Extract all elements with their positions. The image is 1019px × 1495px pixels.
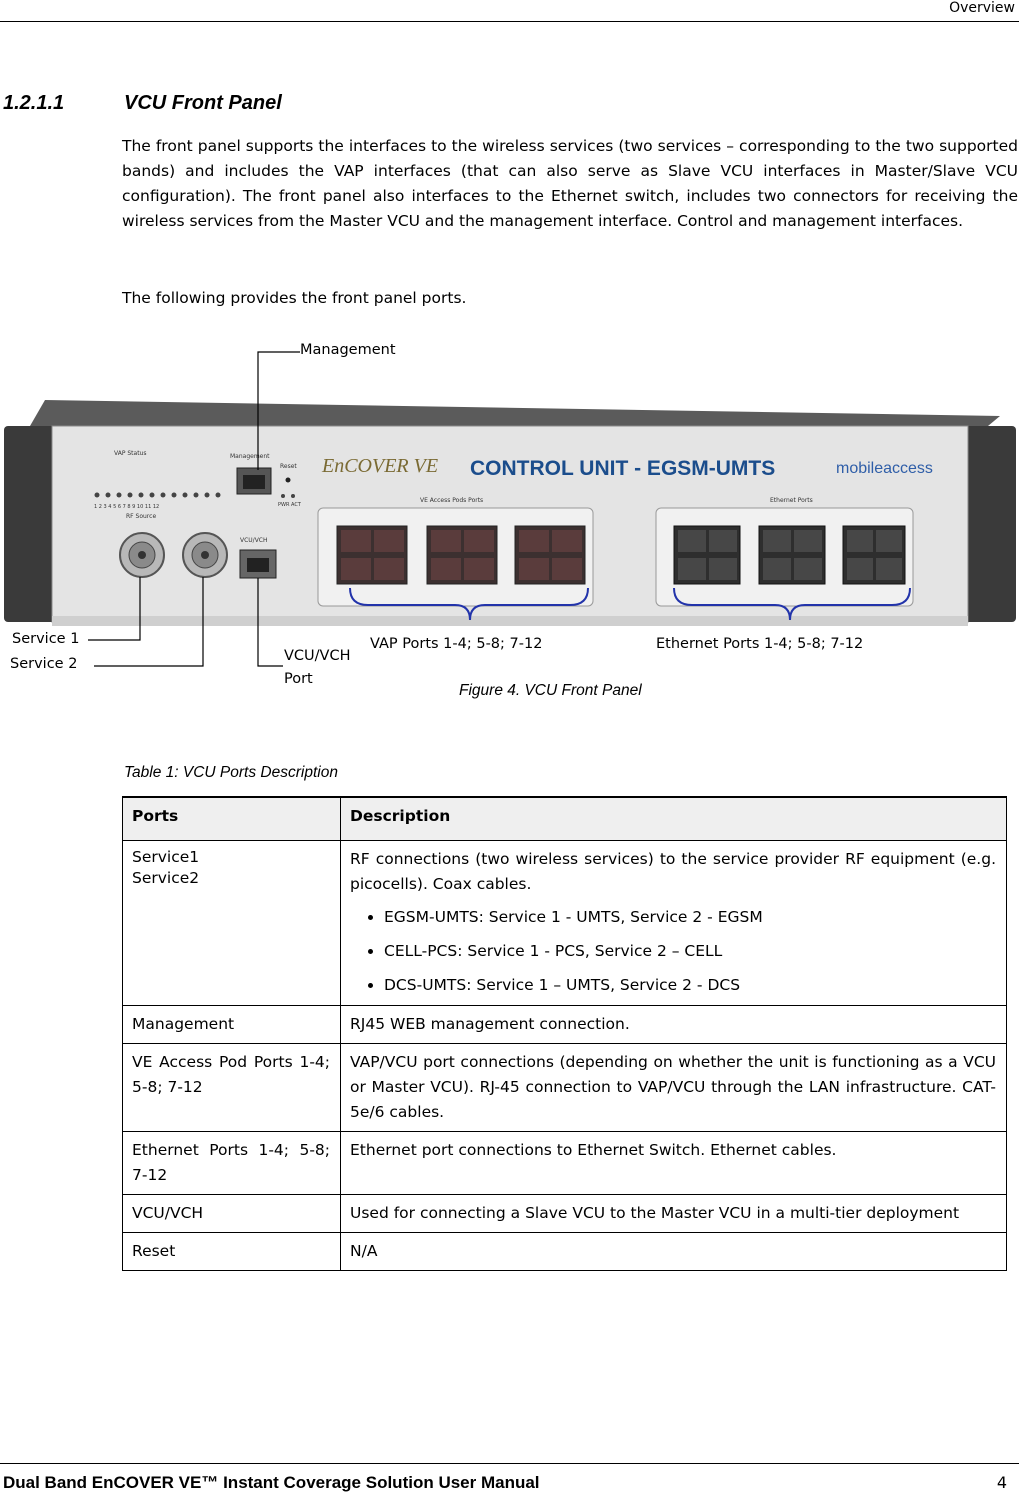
front-panel-figure xyxy=(0,330,1019,710)
vcu-vch-callout-port: Port xyxy=(284,671,313,687)
table-header-row xyxy=(123,797,1007,841)
right-rack-ear xyxy=(964,426,1016,622)
reset-label: Reset xyxy=(280,463,297,470)
service1-connector xyxy=(120,533,164,577)
page-number: 4 xyxy=(996,1473,1007,1492)
left-rack-ear xyxy=(4,426,56,622)
ports-intro-paragraph: The following provides the front panel ports. xyxy=(122,289,467,307)
vap-port-block-3 xyxy=(515,526,585,584)
list-item: • CELL-PCS: Service 1 - PCS, Service 2 – CELL xyxy=(384,937,996,965)
table-row xyxy=(123,1195,1007,1233)
list-item: • EGSM-UMTS: Service 1 - UMTS, Service 2 - EGSM xyxy=(384,903,996,931)
reset-description: N/A xyxy=(341,1233,1007,1271)
figure-caption: Figure 4. VCU Front Panel xyxy=(459,682,642,699)
management-description: RJ45 WEB management connection. xyxy=(341,1006,1007,1044)
ethernet-port-block-1 xyxy=(674,526,740,584)
footer-rule xyxy=(0,1463,1019,1464)
port-vcu-vch: VCU/VCH xyxy=(123,1195,341,1233)
port-reset: Reset xyxy=(123,1233,341,1271)
intro-paragraph: The front panel supports the interfaces to the wireless services (two services – corresponding to the two supported bands) and includes the VAP interfaces (that can also serve as Slave VCU interfaces in Master/Slave VCU configuration). The front panel also interfaces to the Ethernet switch, includes two connectors for receiving the wireless services from the Master VCU and the management interface. Control and management interfaces. xyxy=(122,137,1018,230)
vap-port-block-1 xyxy=(337,526,407,584)
table-row xyxy=(123,1132,1007,1195)
vap-status-label: VAP Status xyxy=(114,450,147,457)
service2-callout: Service 2 xyxy=(10,656,78,672)
port-service2: Service2 xyxy=(132,869,200,887)
ethernet-ports-panel-label: Ethernet Ports xyxy=(770,497,813,504)
chassis-top xyxy=(30,400,1000,426)
ve-access-description: VAP/VCU port connections (depending on whether the unit is functioning as a VCU or Master VCU). RJ-45 connection to VAP/VCU through the LAN infrastructure. CAT-5e/6 cables. xyxy=(341,1044,1007,1132)
management-callout: Management xyxy=(300,342,396,358)
port-cell xyxy=(123,841,341,1006)
service1-callout: Service 1 xyxy=(12,631,80,647)
management-port-label: Management xyxy=(230,453,270,460)
section-number: 1.2.1.1 xyxy=(3,92,65,114)
panel-title: CONTROL UNIT - EGSM-UMTS xyxy=(470,457,776,480)
service-bullets xyxy=(350,903,996,999)
port-management: Management xyxy=(123,1006,341,1044)
ethernet-port-block-3 xyxy=(843,526,905,584)
table-row xyxy=(123,841,1007,1006)
description-cell xyxy=(341,841,1007,1006)
service2-connector xyxy=(183,533,227,577)
table-row xyxy=(123,1233,1007,1271)
table-row xyxy=(123,1006,1007,1044)
vap-port-block-2 xyxy=(427,526,497,584)
table-caption: Table 1: VCU Ports Description xyxy=(124,764,338,781)
service-description: RF connections (two wireless services) to the service provider RF equipment (e.g. picocells). Coax cables. xyxy=(350,850,996,893)
ports-table xyxy=(122,796,1007,1271)
header-ports: Ports xyxy=(123,797,341,841)
ve-access-pods-label: VE Access Pods Ports xyxy=(420,497,484,504)
footer-title: Dual Band EnCOVER VE™ Instant Coverage Solution User Manual xyxy=(3,1473,540,1492)
header-rule xyxy=(0,21,1019,22)
port-ve-access: VE Access Pod Ports 1-4; 5-8; 7-12 xyxy=(123,1044,341,1132)
table-row xyxy=(123,1044,1007,1132)
mobileaccess-logo: mobileaccess xyxy=(836,460,933,477)
vcu-vch-description: Used for connecting a Slave VCU to the Master VCU in a multi-tier deployment xyxy=(341,1195,1007,1233)
reset-button xyxy=(286,478,291,483)
ethernet-description: Ethernet port connections to Ethernet Switch. Ethernet cables. xyxy=(341,1132,1007,1195)
vcu-vch-callout: VCU/VCH xyxy=(284,648,351,664)
section-title: VCU Front Panel xyxy=(124,92,282,114)
port-service1: Service1 xyxy=(132,848,200,866)
port-ethernet: Ethernet Ports 1-4; 5-8; 7-12 xyxy=(123,1132,341,1195)
header-description: Description xyxy=(341,797,1007,841)
brand-logo: EnCOVER VE xyxy=(322,455,439,477)
rf-source-label: RF Source xyxy=(126,513,157,520)
vcu-vch-panel-label: VCU/VCH xyxy=(240,537,268,544)
led-numbers: 1 2 3 4 5 6 7 8 9 10 11 12 xyxy=(94,504,160,510)
ethernet-port-block-2 xyxy=(759,526,825,584)
running-header: Overview xyxy=(949,0,1015,16)
pwr-act-label: PWR ACT xyxy=(278,502,301,508)
list-item: • DCS-UMTS: Service 1 – UMTS, Service 2 - DCS xyxy=(384,971,996,999)
ethernet-ports-callout: Ethernet Ports 1-4; 5-8; 7-12 xyxy=(656,636,864,652)
vap-ports-callout: VAP Ports 1-4; 5-8; 7-12 xyxy=(370,636,543,652)
